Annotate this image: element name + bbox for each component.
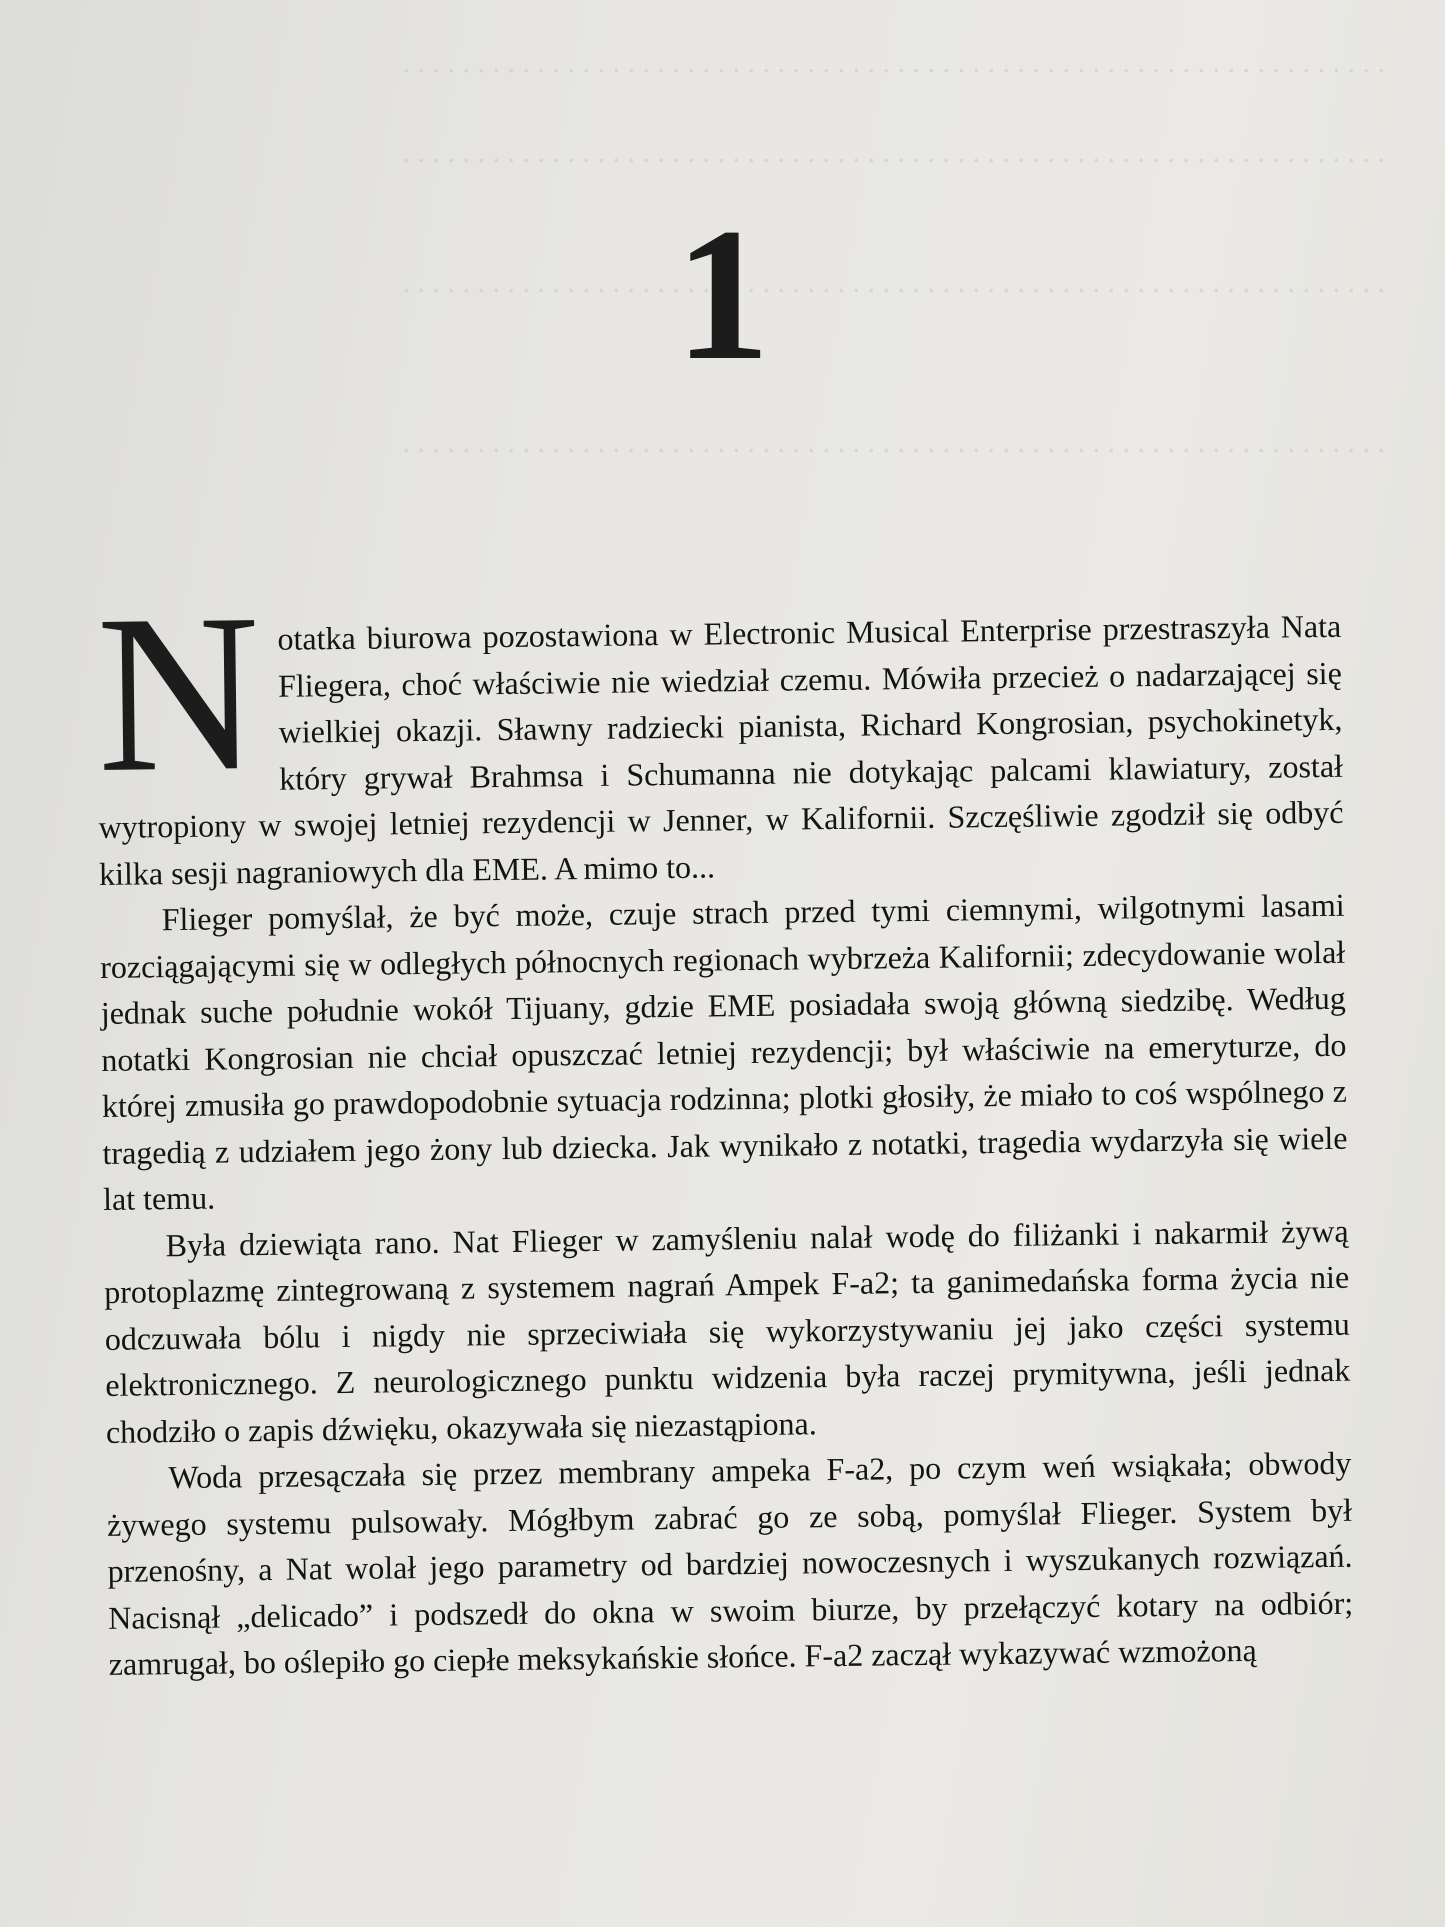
show-through-line: . . . . . . . . . . . . . . . . . . . . . . . . . . . . . . . . . . . . . . . . . . . . . . . . . . . . . . . . . . . . . . . . . . bbox=[402, 426, 1385, 459]
paragraph-4: Woda przesączała się przez membrany ampeka F-a2, po czym weń wsiąkała; obwody żywego systemu pulsowały. Mógłbym zabrać go ze sobą, pomyślał Flieger. System był przenośny, a Nat wolał jego parametry od bardziej nowoczesnych i wyszukanych rozwiązań. Nacisnął „delicado” i podszedł do okna w swoim biurze, by przełączyć kotary na odbiór; zamrugał, bo oślepiło go ciepłe meksykańskie słońce. F-a2 zaczął wykazywać wzmożoną bbox=[106, 1444, 1354, 1682]
show-through-line: . . . . . . . . . . . . . . . . . . . . . . . . . . . . . . . . . . . . . . . . . . . . . . . . . . . . . . . . . . . . . . . . . . bbox=[402, 266, 1385, 299]
paragraph-3: Była dziewiąta rano. Nat Flieger w zamyśleniu nalał wodę do filiżanki i nakarmił żywą protoplazmę zintegrowaną z systemem nagrań Ampek F-a2; ta ganimedańska forma życia nie odczuwała bólu i nigdy nie sprzeciwiała się wykorzystywaniu jej jako części systemu elektronicznego. Z neurologicznego punktu widzenia była raczej prymitywna, jeśli jednak chodziło o zapis dźwięku, okazywała się niezastąpiona. bbox=[104, 1212, 1351, 1450]
paragraph-1-text: otatka biurowa pozostawiona w Electronic Musical Enterprise przestraszyła Nata Fliegera, choć właściwie nie wiedział czemu. Mówiła przecież o nadarzającej się wielkiej okazji. Sławny radziecki pianista, Richard Kongrosian, psychokinetyk, który grywał Brahmsa i Schumanna nie dotykając palcami klawiatury, został wytropiony w swojej letniej rezydencji w Jenner, w Kalifornii. Szczęśliwie zgodził się odbyć kilka sesji nagraniowych dla EME. A mimo to... bbox=[98, 607, 1344, 892]
show-through-line: . . . . . . . . . . . . . . . . . . . . . . . . . . . . . . . . . . . . . . . . . . . . . . . . . . . . . . . . . . . . . . . . . . bbox=[402, 46, 1385, 79]
paragraph-1 bbox=[95, 567, 1344, 897]
chapter-text bbox=[95, 567, 1354, 1688]
show-through-line: . . . . . . . . . . . . . . . . . . . . . . . . . . . . . . . . . . . . . . . . . . . . . . . . . . . . . . . . . . . . . . . . . . bbox=[402, 136, 1385, 169]
chapter-number: 1 bbox=[675, 190, 770, 400]
paragraph-2: Flieger pomyślał, że być może, czuje strach przed tymi ciemnymi, wilgotnymi lasami rozciągającymi się w odległych północnych regionach wybrzeża Kalifornii; zdecydowanie wolał jednak suche południe wokół Tijuany, gdzie EME posiadała swoją główną siedzibę. Według notatki Kongrosian nie chciał opuszczać letniej rezydencji; był właściwie na emeryturze, do której zmusiła go prawdopodobnie sytuacja rodzinna; plotki głosiły, że miało to coś wspólnego z tragedią z udziałem jego żony lub dziecka. Jak wynikało z notatki, tragedia wydarzyła się wiele lat temu. bbox=[100, 886, 1348, 1217]
drop-cap: N bbox=[95, 567, 262, 819]
